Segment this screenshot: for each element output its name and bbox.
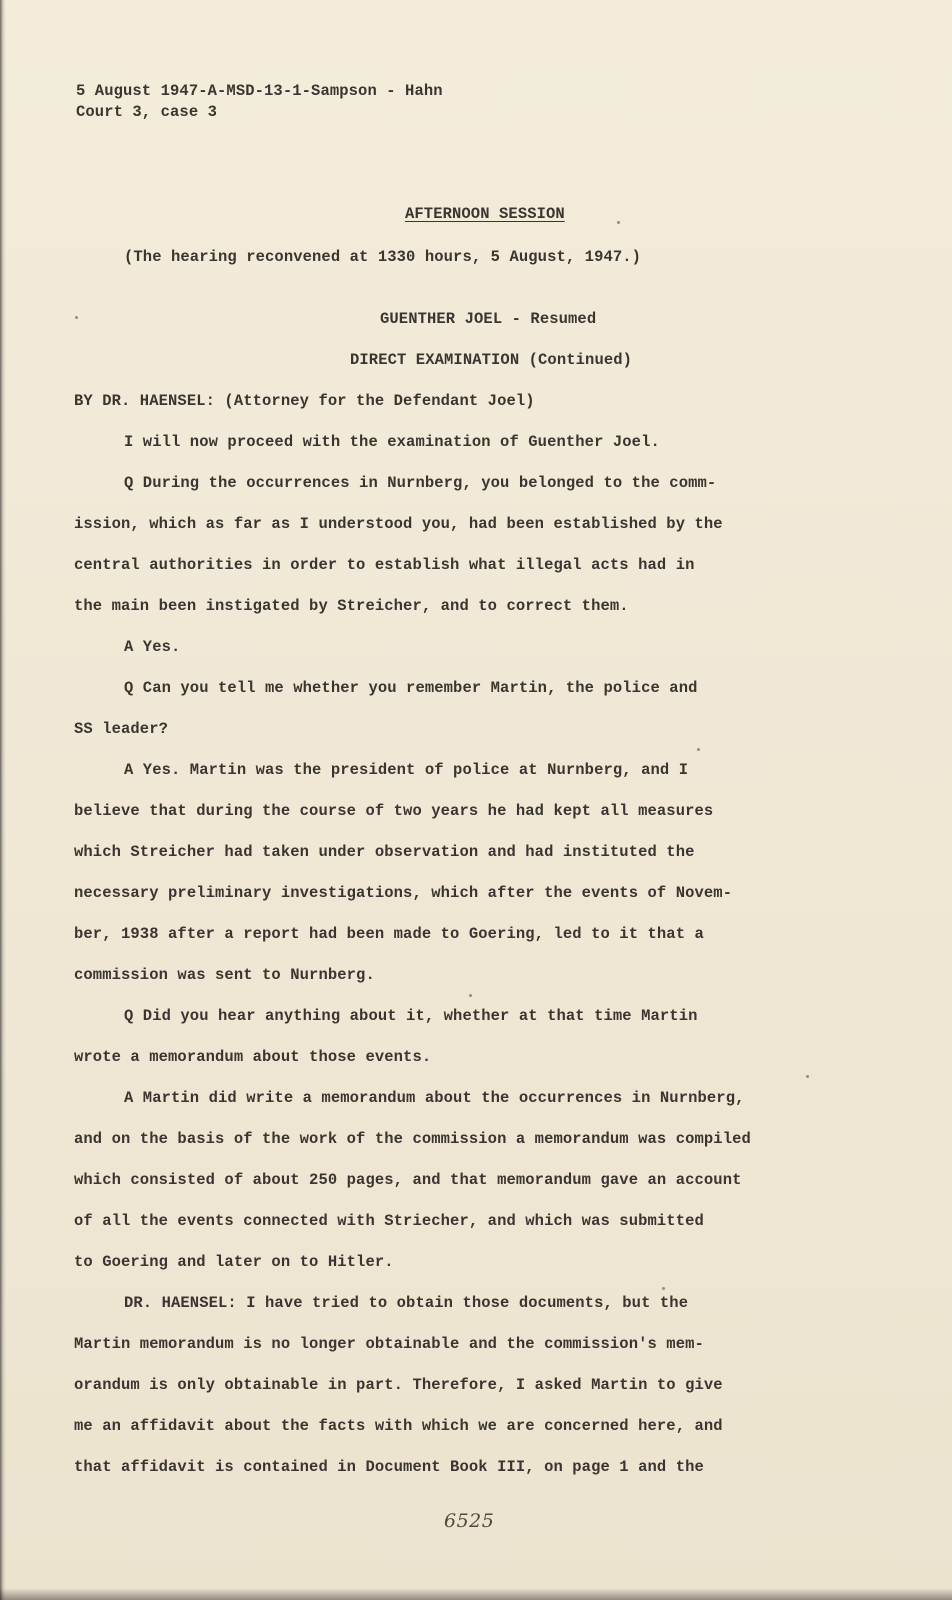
body-line: which consisted of about 250 pages, and that memorandum gave an account [74,1171,742,1189]
paper-speck [806,1075,809,1078]
body-line: Q During the occurrences in Nurnberg, you belonged to the comm- [124,474,717,492]
body-line: central authorities in order to establish what illegal acts had in [74,556,695,574]
witness-heading: GUENTHER JOEL - Resumed [380,310,597,328]
header-line-1: 5 August 1947-A-MSD-13-1-Sampson - Hahn [76,82,443,100]
body-line: of all the events connected with Striecher, and which was submitted [74,1212,704,1230]
header-line-2: Court 3, case 3 [76,103,218,121]
body-line: and on the basis of the work of the commission a memorandum was compiled [74,1130,751,1148]
body-line: A Yes. Martin was the president of police at Nurnberg, and I [124,761,689,779]
body-line: I will now proceed with the examination of Guenther Joel. [124,433,660,451]
paper-speck [617,221,620,224]
body-line: commission was sent to Nurnberg. [74,966,375,984]
body-line: which Streicher had taken under observation and had instituted the [74,843,695,861]
paper-speck [75,316,78,319]
body-line: A Yes. [124,638,181,656]
body-line: to Goering and later on to Hitler. [74,1253,394,1271]
body-line: DR. HAENSEL: I have tried to obtain those documents, but the [124,1294,689,1312]
body-line: believe that during the course of two years he had kept all measures [74,802,714,820]
reconvened-note: (The hearing reconvened at 1330 hours, 5 August, 1947.) [124,248,642,266]
examination-heading: DIRECT EXAMINATION (Continued) [350,351,633,369]
body-line: that affidavit is contained in Document Book III, on page 1 and the [74,1458,704,1476]
body-line: ber, 1938 after a report had been made to Goering, led to it that a [74,925,704,943]
body-line: A Martin did write a memorandum about the occurrences in Nurnberg, [124,1089,745,1107]
session-title: AFTERNOON SESSION [405,205,565,223]
body-line: necessary preliminary investigations, which after the events of Novem- [74,884,733,902]
paper-speck [662,1287,665,1290]
paper-speck [697,748,700,751]
body-line: Q Can you tell me whether you remember Martin, the police and [124,679,698,697]
by-line: BY DR. HAENSEL: (Attorney for the Defendant Joel) [74,392,535,410]
body-line: ission, which as far as I understood you, had been established by the [74,515,723,533]
body-line: wrote a memorandum about those events. [74,1048,432,1066]
body-line: Q Did you hear anything about it, whether at that time Martin [124,1007,698,1025]
page-bottom-shadow [0,1588,952,1600]
body-line: me an affidavit about the facts with which we are concerned here, and [74,1417,723,1435]
body-line: orandum is only obtainable in part. Therefore, I asked Martin to give [74,1376,723,1394]
body-line: SS leader? [74,720,169,738]
paper-speck [469,994,472,997]
body-line: Martin memorandum is no longer obtainable and the commission's mem- [74,1335,704,1353]
body-line: the main been instigated by Streicher, and to correct them. [74,597,629,615]
page-number: 6525 [444,1510,495,1532]
page-edge-shadow [0,0,6,1600]
